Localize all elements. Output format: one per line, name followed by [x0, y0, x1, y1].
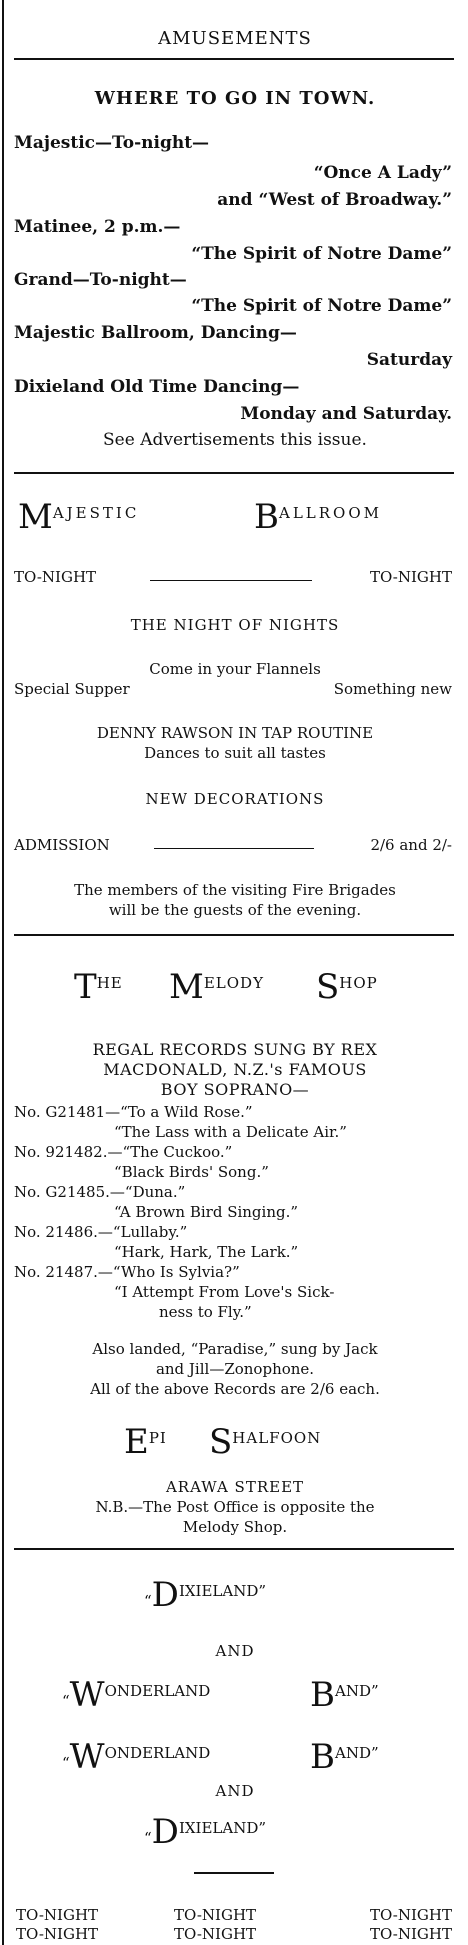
special-supper: Special Supper — [14, 680, 130, 698]
initial-m: M — [18, 497, 53, 537]
tonight-cell: TO-NIGHT — [174, 1925, 257, 1943]
short-rule — [194, 1872, 274, 1874]
listing-grand: Grand—To-night— — [14, 270, 187, 290]
record-item: “Black Birds' Song.” — [114, 1163, 269, 1181]
fire-brigades-line1: The members of the visiting Fire Brigades — [74, 881, 396, 899]
and-1: AND — [215, 1642, 255, 1660]
listing-dixieland: Dixieland Old Time Dancing— — [14, 377, 300, 397]
also-line3: All of the above Records are 2/6 each. — [90, 1380, 380, 1398]
listing-west-of-broadway: and “West of Broadway.” — [217, 190, 452, 210]
newspaper-column — [2, 0, 466, 1945]
wonderland-title-2: “WONDERLAND — [62, 1737, 211, 1777]
record-item: No. G21485.—“Duna.” — [14, 1183, 186, 1201]
listing-once-a-lady: “Once A Lady” — [313, 163, 452, 183]
listing-see-ads: See Advertisements this issue. — [103, 430, 367, 450]
epi-title: EPI — [124, 1422, 167, 1462]
tonight-cell: TO-NIGHT — [16, 1906, 99, 1924]
where-to-go-heading: WHERE TO GO IN TOWN. — [94, 88, 376, 109]
ballroom-title-ballroom: BALLROOM — [254, 497, 383, 537]
also-line1: Also landed, “Paradise,” sung by Jack — [92, 1340, 378, 1358]
tonight-dash — [150, 580, 312, 581]
nb-line2: Melody Shop. — [182, 1518, 288, 1536]
melody-title-shop: SHOP — [316, 967, 378, 1007]
admission-price: 2/6 and 2/- — [370, 836, 452, 854]
section-rule — [14, 1548, 454, 1550]
dances-tastes: Dances to suit all tastes — [144, 744, 326, 762]
something-new: Something new — [333, 680, 452, 698]
record-item: “I Attempt From Love's Sick- — [114, 1283, 335, 1301]
tonight-cell: TO-NIGHT — [174, 1906, 257, 1924]
nb-line1: N.B.—The Post Office is opposite the — [95, 1498, 375, 1516]
shalfoon-title: SHALFOON — [209, 1422, 322, 1462]
and-2: AND — [215, 1782, 255, 1800]
tonight-right: TO-NIGHT — [369, 568, 452, 586]
record-item: No. 21487.—“Who Is Sylvia?” — [14, 1263, 240, 1281]
section-title: AMUSEMENTS — [158, 28, 312, 49]
record-item: “Hark, Hark, The Lark.” — [114, 1243, 299, 1261]
tonight-cell: TO-NIGHT — [369, 1925, 452, 1943]
section-rule — [14, 472, 454, 474]
listing-majestic: Majestic—To-night— — [14, 133, 210, 153]
listing-ballroom: Majestic Ballroom, Dancing— — [14, 323, 297, 343]
dixieland-title-2: “DIXIELAND” — [144, 1812, 267, 1852]
listing-spirit-1: “The Spirit of Notre Dame” — [191, 244, 452, 264]
header-rule — [14, 58, 454, 60]
tonight-cell: TO-NIGHT — [369, 1906, 452, 1924]
record-item: No. G21481—“To a Wild Rose.” — [14, 1103, 253, 1121]
record-item: ness to Fly.” — [159, 1303, 252, 1321]
regal-line1: REGAL RECORDS SUNG BY REX — [92, 1040, 378, 1059]
also-line2: and Jill—Zonophone. — [155, 1360, 315, 1378]
dixieland-title-1: “DIXIELAND” — [144, 1575, 267, 1615]
arawa-street: ARAWA STREET — [165, 1478, 305, 1496]
regal-line2: MACDONALD, N.Z.'s FAMOUS — [103, 1060, 367, 1079]
initial-b: B — [254, 497, 279, 537]
fire-brigades-line2: will be the guests of the evening. — [108, 901, 362, 919]
melody-title-melody: MELODY — [169, 967, 264, 1007]
band-title-1: BAND” — [310, 1675, 379, 1715]
listing-matinee: Matinee, 2 p.m.— — [14, 217, 181, 237]
listing-saturday: Saturday — [366, 350, 452, 370]
admission-label: ADMISSION — [14, 836, 110, 854]
listing-spirit-2: “The Spirit of Notre Dame” — [191, 296, 452, 316]
record-item: No. 921482.—“The Cuckoo.” — [14, 1143, 233, 1161]
night-of-nights: THE NIGHT OF NIGHTS — [130, 616, 340, 634]
tonight-cell: TO-NIGHT — [16, 1925, 99, 1943]
section-rule — [14, 934, 454, 936]
tonight-left: TO-NIGHT — [14, 568, 97, 586]
flannels: Come in your Flannels — [149, 660, 321, 678]
record-item: “A Brown Bird Singing.” — [114, 1203, 299, 1221]
melody-title-the: THE — [74, 967, 123, 1007]
regal-line3: BOY SOPRANO— — [160, 1080, 310, 1099]
record-item: “The Lass with a Delicate Air.” — [114, 1123, 347, 1141]
wonderland-title-1: “WONDERLAND — [62, 1675, 211, 1715]
admission-dash — [154, 848, 314, 849]
denny-rawson: DENNY RAWSON IN TAP ROUTINE — [96, 724, 374, 742]
new-decorations: NEW DECORATIONS — [145, 790, 325, 808]
listing-mon-sat: Monday and Saturday. — [240, 404, 452, 424]
ballroom-title-majestic: MAJESTIC — [18, 497, 140, 537]
band-title-2: BAND” — [310, 1737, 379, 1777]
record-item: No. 21486.—“Lullaby.” — [14, 1223, 188, 1241]
